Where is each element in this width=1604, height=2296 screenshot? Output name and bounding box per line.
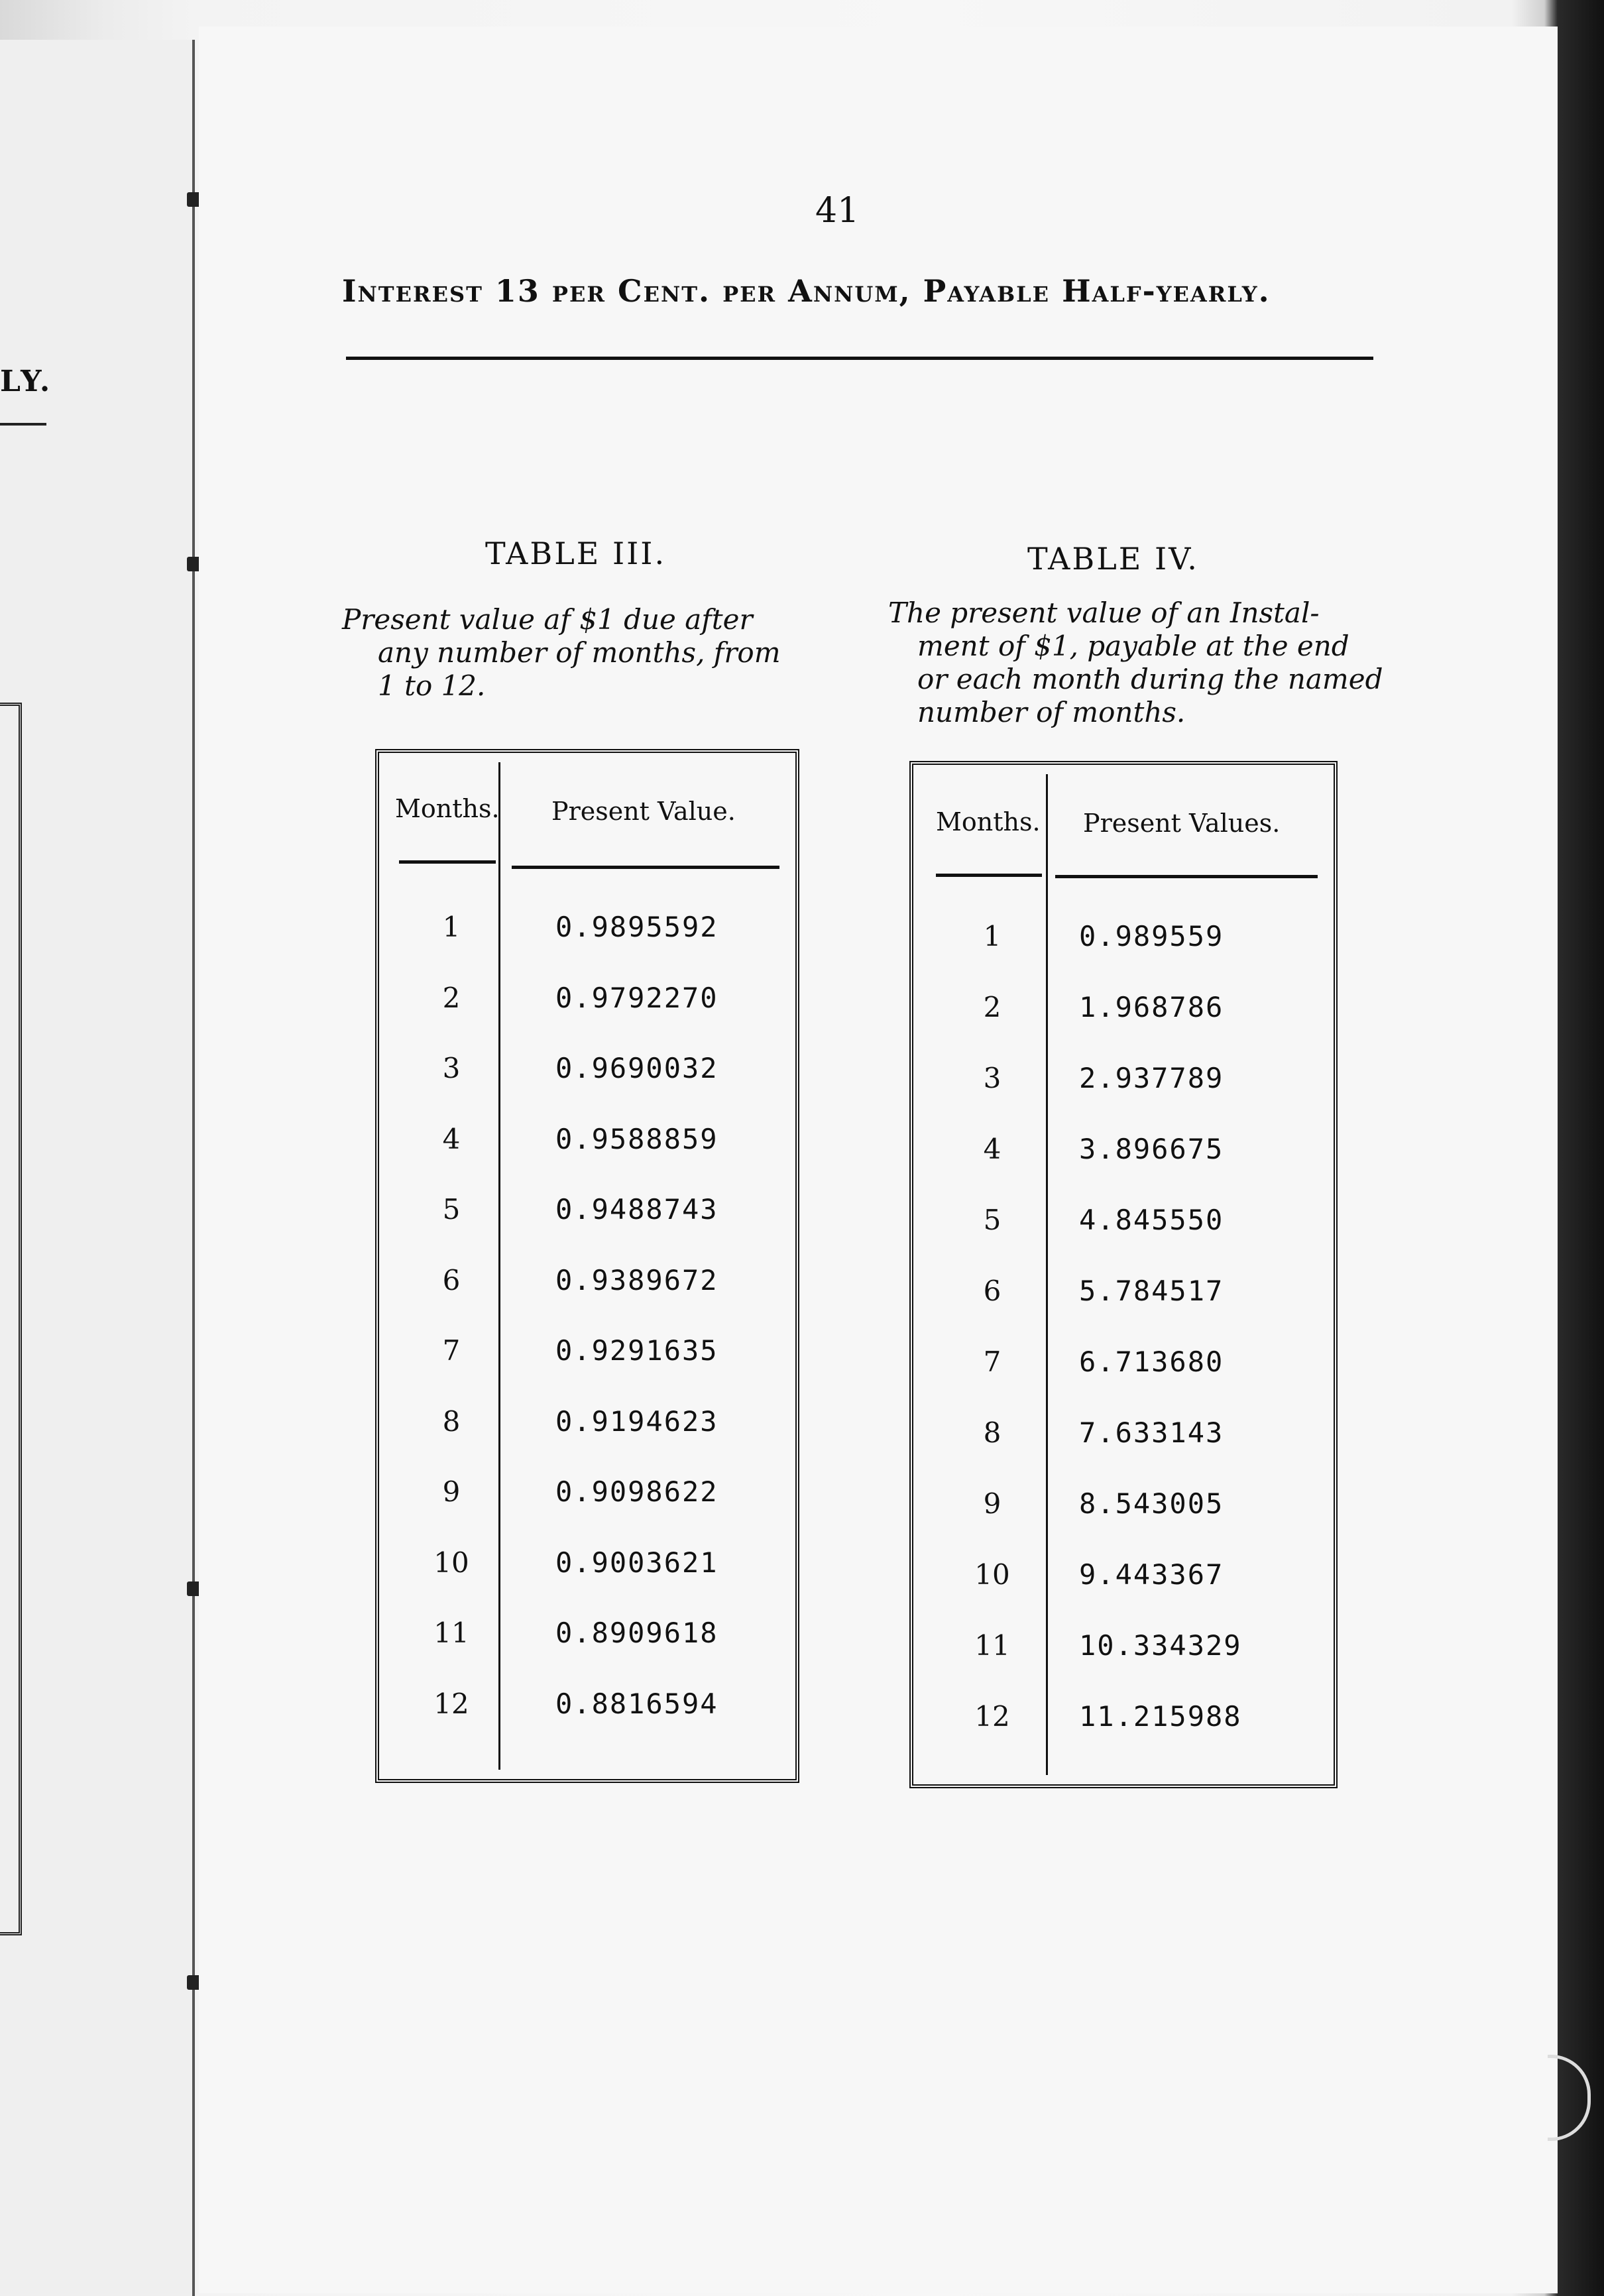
month-cell: 6 [442, 1263, 461, 1296]
value-cell: 0.9194623 [555, 1405, 718, 1438]
value-cell: 5.784517 [1079, 1275, 1224, 1307]
value-cell: 0.989559 [1079, 920, 1224, 952]
table-iii-title: TABLE III. [485, 536, 667, 571]
caption-line: ment of $1, payable at the end [917, 630, 1349, 662]
month-cell: 8 [442, 1405, 461, 1438]
month-cell: 5 [983, 1204, 1002, 1236]
month-cell: 6 [983, 1275, 1002, 1307]
table-iv-title: TABLE IV. [1027, 541, 1199, 577]
month-cell: 11 [433, 1617, 469, 1649]
table-row [375, 1052, 799, 1122]
table-iii [375, 749, 799, 1783]
month-cell: 5 [442, 1193, 461, 1226]
table-iii-header-rule [512, 866, 779, 869]
table-row [909, 1487, 1338, 1558]
caption-line: Present value af $1 due after [342, 603, 753, 636]
left-head-rule [0, 423, 46, 426]
table-row [375, 1193, 799, 1263]
left-page-fragment [0, 40, 195, 2296]
month-cell: 12 [974, 1700, 1010, 1733]
table-iv-header-rule [1055, 875, 1318, 878]
value-cell: 0.9588859 [555, 1122, 718, 1155]
table-iv-value-header: Present Values. [1083, 809, 1281, 838]
month-cell: 4 [983, 1133, 1002, 1165]
value-cell: 2.937789 [1079, 1062, 1224, 1094]
value-cell: 7.633143 [1079, 1416, 1224, 1449]
table-row [909, 1346, 1338, 1416]
value-cell: 9.443367 [1079, 1558, 1224, 1591]
month-cell: 4 [442, 1122, 461, 1155]
table-iii-value-header: Present Value. [551, 797, 736, 826]
month-cell: 11 [974, 1629, 1010, 1662]
table-row [375, 1688, 799, 1758]
table-row [909, 1558, 1338, 1629]
table-row [909, 1700, 1338, 1770]
caption-line: any number of months, from [378, 636, 781, 669]
table-row [375, 1123, 799, 1193]
month-cell: 10 [974, 1558, 1010, 1591]
table-row [909, 1204, 1338, 1274]
table-row [375, 1617, 799, 1687]
month-cell: 3 [983, 1062, 1002, 1094]
value-cell: 6.713680 [1079, 1346, 1224, 1378]
value-cell: 0.9291635 [555, 1334, 718, 1367]
left-running-head-fragment: LY. [0, 365, 52, 398]
value-cell: 8.543005 [1079, 1487, 1224, 1520]
table-row [909, 1275, 1338, 1345]
month-cell: 1 [983, 920, 1002, 952]
month-cell: 8 [983, 1416, 1002, 1449]
running-head-rule [346, 357, 1373, 360]
left-table-frame-fragment [0, 703, 22, 1935]
month-cell: 3 [442, 1052, 461, 1084]
value-cell: 0.9389672 [555, 1263, 718, 1296]
table-row [375, 911, 799, 981]
table-row [909, 920, 1338, 990]
table-row [375, 982, 799, 1052]
value-cell: 0.9003621 [555, 1546, 718, 1579]
table-row [909, 991, 1338, 1061]
table-row [375, 1264, 799, 1334]
value-cell: 11.215988 [1079, 1700, 1242, 1733]
caption-line: or each month during the named [917, 663, 1383, 695]
value-cell: 0.9895592 [555, 911, 718, 943]
running-head: Interest 13 per Cent. per Annum, Payable Half-yearly. [342, 273, 1271, 309]
table-iii-header-rule [399, 860, 496, 864]
table-iv-months-header: Months. [936, 807, 1041, 836]
value-cell: 0.8909618 [555, 1617, 718, 1649]
table-iv-caption [888, 597, 1383, 729]
value-cell: 10.334329 [1079, 1629, 1242, 1662]
value-cell: 0.9488743 [555, 1193, 718, 1226]
month-cell: 2 [983, 991, 1002, 1023]
month-cell: 10 [433, 1546, 469, 1579]
table-iv [909, 761, 1338, 1788]
page-number: 41 [815, 191, 860, 231]
table-row [909, 1629, 1338, 1699]
value-cell: 0.9690032 [555, 1052, 718, 1084]
value-cell: 4.845550 [1079, 1204, 1224, 1236]
table-row [909, 1416, 1338, 1487]
value-cell: 0.8816594 [555, 1687, 718, 1720]
table-row [909, 1133, 1338, 1203]
month-cell: 9 [442, 1475, 461, 1508]
value-cell: 3.896675 [1079, 1133, 1224, 1165]
table-iv-header-rule [936, 874, 1042, 877]
caption-line: number of months. [917, 696, 1186, 728]
table-iii-caption [342, 603, 781, 703]
month-cell: 7 [983, 1346, 1002, 1378]
month-cell: 1 [442, 911, 461, 943]
month-cell: 7 [442, 1334, 461, 1367]
month-cell: 2 [442, 981, 461, 1014]
value-cell: 0.9792270 [555, 981, 718, 1014]
month-cell: 12 [433, 1687, 469, 1720]
value-cell: 1.968786 [1079, 991, 1224, 1023]
caption-line: The present value of an Instal- [888, 597, 1320, 629]
table-row [375, 1405, 799, 1475]
table-row [375, 1546, 799, 1617]
table-row [375, 1334, 799, 1405]
table-iii-months-header: Months. [395, 794, 500, 823]
month-cell: 9 [983, 1487, 1002, 1520]
caption-line: 1 to 12. [378, 669, 486, 702]
table-row [909, 1062, 1338, 1132]
value-cell: 0.9098622 [555, 1475, 718, 1508]
table-row [375, 1475, 799, 1546]
